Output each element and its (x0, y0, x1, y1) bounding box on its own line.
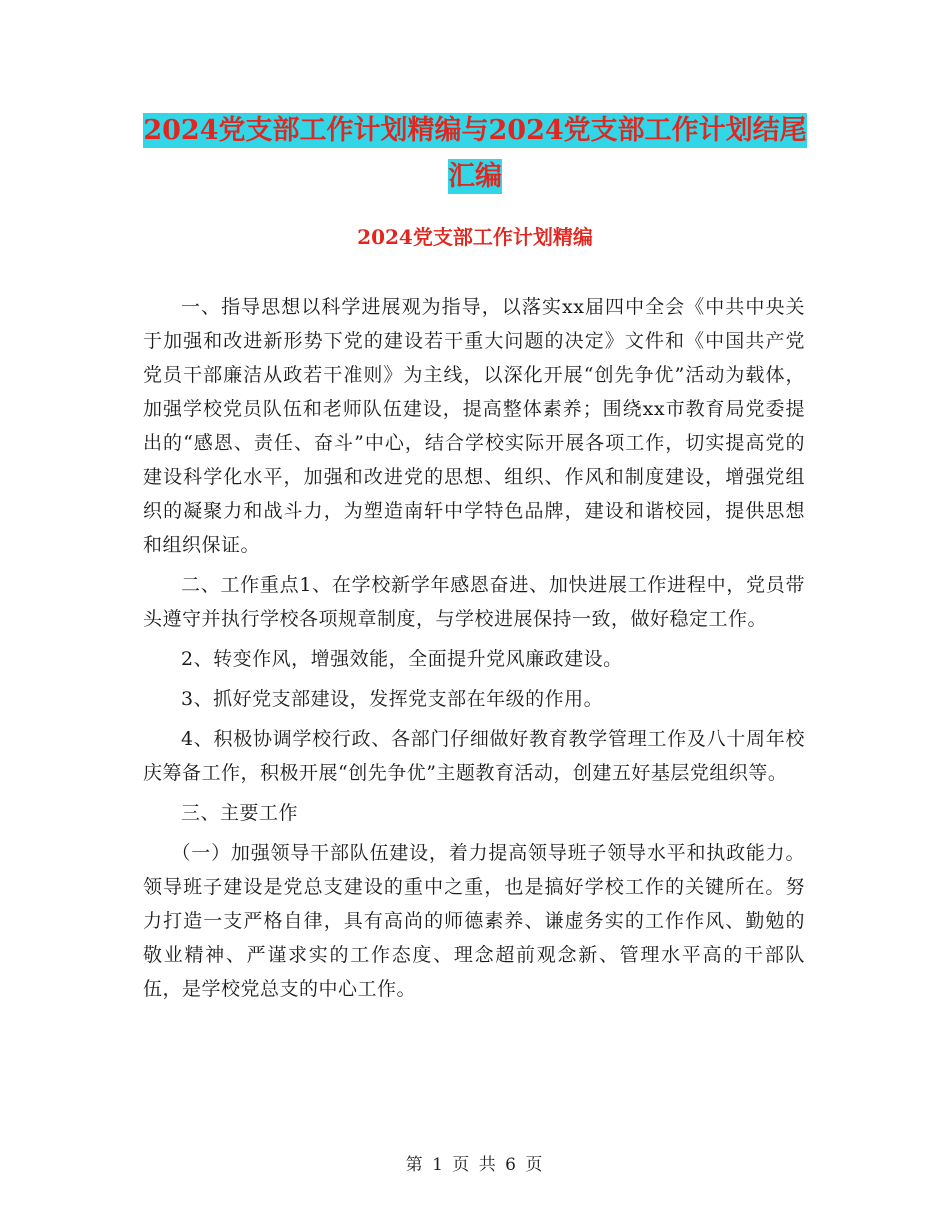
page-number-footer: 第 1 页 共 6 页 (405, 1155, 545, 1175)
paragraph-main-work-heading: 三、主要工作 (181, 802, 299, 824)
paragraph-leadership: （一）加强领导干部队伍建设，着力提高领导班子领导水平和执政能力。领导班子建设是党总支建设的重中之重，也是搞好学校工作的关键所在。努力打造一支严格自律，具有高尚的师德素养、谦虚务实的工作作风、勤勉的敬业精神、严谨求实的工作态度、理念超前观念新、管理水平高的干部队伍，是学校党总支的中心工作。 (143, 842, 805, 1000)
document-title-text: 2024党支部工作计划精编与2024党支部工作计划结尾汇编 (143, 115, 807, 192)
section-title: 2024党支部工作计划精编 (357, 225, 593, 249)
paragraph-work-focus: 二、工作重点1、在学校新学年感恩奋进、加快进展工作进程中，党员带头遵守并执行学校各项规章制度，与学校进展保持一致，做好稳定工作。 (143, 574, 805, 630)
document-body (143, 290, 805, 1012)
paragraph-guiding-ideology: 一、指导思想以科学进展观为指导，以落实xx届四中全会《中共中央关于加强和改进新形势下党的建设若干重大问题的决定》文件和《中国共产党党员干部廉洁从政若干准则》为主线，以深化开展“创先争优”活动为载体，加强学校党员队伍和老师队伍建设，提高整体素养；围绕xx市教育局党委提出的“感恩、责任、奋斗”中心，结合学校实际开展各项工作，切实提高党的建设科学化水平，加强和改进党的思想、组织、作风和制度建设，增强党组织的凝聚力和战斗力，为塑造南轩中学特色品牌，建设和谐校园，提供思想和组织保证。 (143, 296, 805, 556)
paragraph-item-3: 3、抓好党支部建设，发挥党支部在年级的作用。 (181, 688, 604, 710)
paragraph-item-4: 4、积极协调学校行政、各部门仔细做好教育教学管理工作及八十周年校庆筹备工作，积极开展“创先争优”主题教育活动，创建五好基层党组织等。 (143, 728, 805, 784)
paragraph-item-2: 2、转变作风，增强效能，全面提升党风廉政建设。 (181, 648, 623, 670)
document-title (140, 108, 810, 200)
